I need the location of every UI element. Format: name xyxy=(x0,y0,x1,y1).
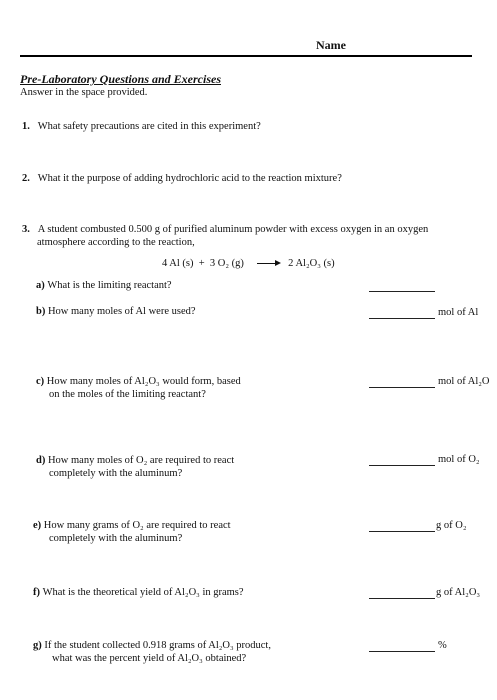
question-1 xyxy=(22,121,261,132)
answer-blank-g[interactable] xyxy=(369,651,435,652)
subquestion-e xyxy=(33,520,231,531)
subquestion-g xyxy=(33,640,271,651)
subquestion-letter: c) xyxy=(36,376,45,387)
reaction-arrow-icon xyxy=(257,263,279,264)
unit-label-c: mol of Al₂O xyxy=(438,376,490,387)
answer-blank-d[interactable] xyxy=(369,465,435,466)
subquestion-text: How many grams of O₂ are required to react xyxy=(43,520,231,531)
answer-blank-f[interactable] xyxy=(369,598,435,599)
subquestion-text: How many moles of O₂ are required to react xyxy=(47,455,235,466)
answer-blank-a[interactable] xyxy=(369,291,435,292)
subquestion-d-line2: completely with the aluminum? xyxy=(49,468,183,479)
unit-label-f: g of Al₂O₃ xyxy=(436,587,481,598)
subquestion-e-line2: completely with the aluminum? xyxy=(49,533,183,544)
unit-label-b: mol of Al xyxy=(438,307,479,318)
name-label: Name xyxy=(316,38,346,52)
subquestion-c-line2: on the moles of the limiting reactant? xyxy=(49,389,206,400)
answer-blank-e[interactable] xyxy=(369,531,435,532)
subquestion-a xyxy=(36,280,172,291)
subquestion-letter: f) xyxy=(33,587,40,598)
reaction-equation xyxy=(162,258,335,269)
subquestion-g-line2: what was the percent yield of Al₂O₃ obtained? xyxy=(52,653,247,664)
question-3-line2: atmosphere according to the reaction, xyxy=(37,237,195,248)
question-number: 1. xyxy=(22,121,30,132)
subquestion-text: How many moles of Al were used? xyxy=(47,306,196,317)
answer-blank-b[interactable] xyxy=(369,318,435,319)
subquestion-text: What is the theoretical yield of Al₂O₃ in grams? xyxy=(42,587,244,598)
subquestion-text: If the student collected 0.918 grams of Al₂O₃ product, xyxy=(44,640,271,651)
answer-blank-c[interactable] xyxy=(369,387,435,388)
subquestion-letter: g) xyxy=(33,640,42,651)
subquestion-d xyxy=(36,455,234,466)
reactant-al: 4 Al (s) xyxy=(162,258,194,269)
question-2 xyxy=(22,173,342,184)
reactant-o2: 3 O₂ (g) xyxy=(209,258,244,269)
section-title: Pre-Laboratory Questions and Exercises xyxy=(20,72,221,86)
subquestion-c xyxy=(36,376,241,387)
unit-label-g: % xyxy=(438,640,447,651)
subquestion-b xyxy=(36,306,196,317)
unit-label-e: g of O₂ xyxy=(436,520,467,531)
subquestion-f xyxy=(33,587,244,598)
subquestion-text: What is the limiting reactant? xyxy=(47,280,172,291)
question-3 xyxy=(22,224,428,235)
product-al2o3: 2 Al₂O₃ (s) xyxy=(288,258,335,269)
question-text: What safety precautions are cited in this experiment? xyxy=(37,121,261,132)
question-text: What it the purpose of adding hydrochloric acid to the reaction mixture? xyxy=(37,173,342,184)
subquestion-letter: b) xyxy=(36,306,46,317)
subquestion-letter: d) xyxy=(36,455,46,466)
question-text-line1: A student combusted 0.500 g of purified aluminum powder with excess oxygen in an oxygen xyxy=(37,224,429,235)
unit-label-d: mol of O₂ xyxy=(438,454,480,465)
subquestion-text: How many moles of Al₂O₃ would form, based xyxy=(46,376,241,387)
subquestion-letter: e) xyxy=(33,520,42,531)
header-rule xyxy=(20,55,472,57)
instructions-text: Answer in the space provided. xyxy=(20,87,148,98)
plus-sign: + xyxy=(198,258,205,269)
subquestion-letter: a) xyxy=(36,280,45,291)
question-number: 3. xyxy=(22,224,30,235)
question-number: 2. xyxy=(22,173,30,184)
